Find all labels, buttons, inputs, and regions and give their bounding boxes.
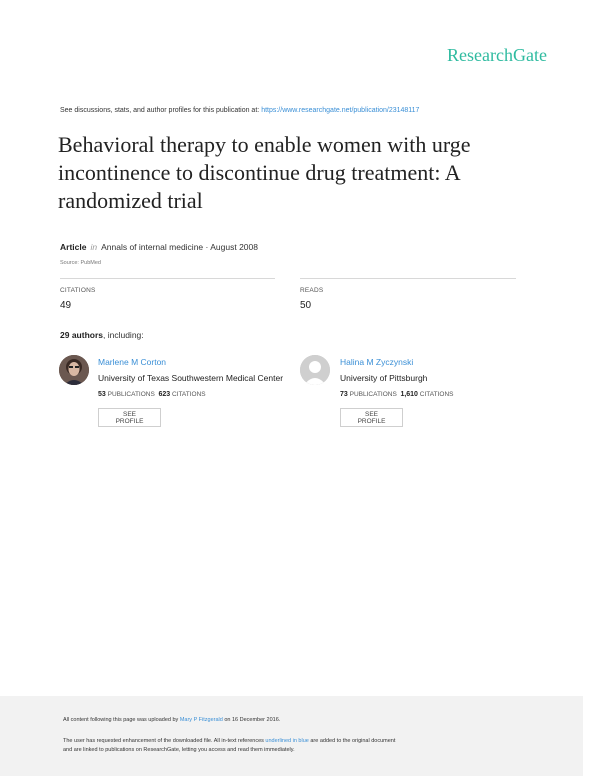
journal-name[interactable]: Annals of internal medicine <box>101 242 204 252</box>
see-profile-button[interactable]: SEE PROFILE <box>340 408 403 427</box>
publication-date: · August 2008 <box>205 242 258 252</box>
reads-value: 50 <box>300 300 312 311</box>
divider-right <box>300 278 516 279</box>
author-stats <box>340 391 453 398</box>
enhancement-notice <box>63 737 395 755</box>
enhancement-prefix: The user has requested enhancement of the downloaded file. All in-text references <box>63 738 264 744</box>
publications-count: 73 <box>340 391 348 398</box>
publication-url-link[interactable]: https://www.researchgate.net/publication/23148117 <box>261 107 420 114</box>
author-avatar[interactable] <box>300 355 330 385</box>
researchgate-logo[interactable]: ResearchGate <box>447 45 547 65</box>
in-word: in <box>90 242 98 252</box>
author-avatar[interactable] <box>59 355 89 385</box>
author-name-link[interactable]: Halina M Zyczynski <box>340 357 414 367</box>
author-stats <box>98 391 206 398</box>
authors-heading <box>60 330 144 340</box>
publications-count: 53 <box>98 391 106 398</box>
discussion-line <box>60 107 419 114</box>
source-label: Source: PubMed <box>60 260 101 266</box>
upload-prefix: All content following this page was uploaded by <box>63 717 179 723</box>
author-citations-label: CITATIONS <box>419 391 454 398</box>
publications-label: PUBLICATIONS <box>107 391 155 398</box>
article-type: Article <box>60 242 87 252</box>
author-citations-count: 1,610 <box>400 391 418 398</box>
footer-panel <box>0 696 583 776</box>
paper-meta <box>60 242 258 252</box>
enhancement-suffix: are added to the original document <box>310 738 396 744</box>
default-avatar-icon <box>300 355 330 385</box>
citations-value: 49 <box>60 300 72 311</box>
divider-left <box>60 278 275 279</box>
author-citations-label: CITATIONS <box>171 391 206 398</box>
author-name-link[interactable]: Marlene M Corton <box>98 357 167 367</box>
reads-label: READS <box>300 287 324 294</box>
authors-suffix: , including: <box>103 330 144 340</box>
paper-title: Behavioral therapy to enable women with urge incontinence to discontinue drug treatment: A randomized trial <box>58 132 471 213</box>
see-profile-button[interactable]: SEE PROFILE <box>98 408 161 427</box>
author-institution: University of Texas Southwestern Medical Center <box>98 373 284 383</box>
underlined-link-text: underlined in blue <box>265 738 309 744</box>
upload-notice <box>63 717 280 723</box>
authors-count: 29 authors <box>60 330 103 340</box>
uploader-link[interactable]: Mary P Fitzgerald <box>179 717 223 723</box>
upload-suffix: on 16 December 2016. <box>224 717 281 723</box>
enhancement-line-3: and are linked to publications on ResearchGate, letting you access and read them immediately. <box>63 747 295 753</box>
author-photo-icon <box>59 355 89 385</box>
discussion-prefix: See discussions, stats, and author profiles for this publication at: <box>60 107 260 114</box>
author-institution: University of Pittsburgh <box>340 373 428 383</box>
publications-label: PUBLICATIONS <box>349 391 397 398</box>
author-citations-count: 623 <box>158 391 171 398</box>
citations-label: CITATIONS <box>60 287 96 294</box>
